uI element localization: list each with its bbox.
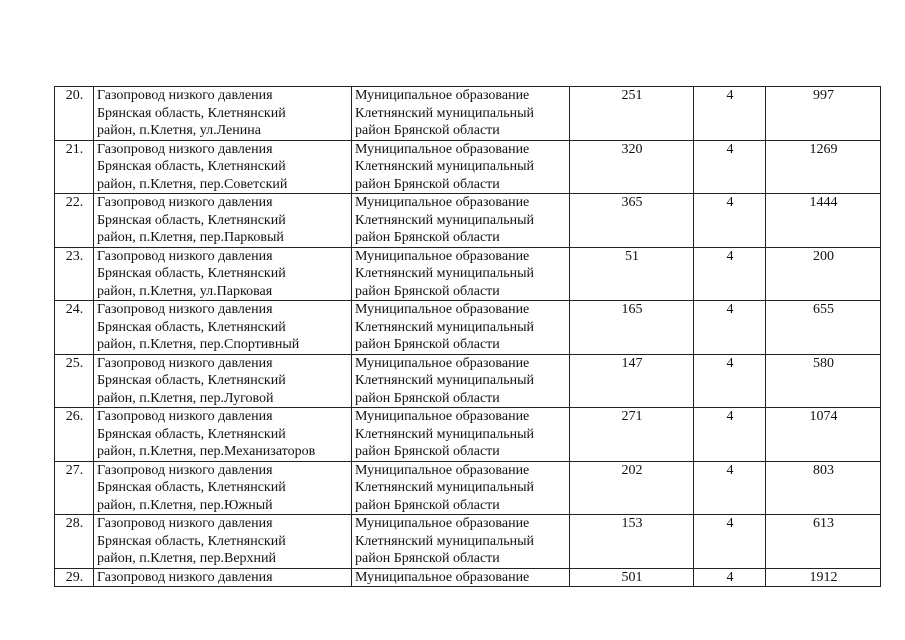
table-row bbox=[55, 247, 881, 301]
owner-line: Клетнянский муниципальный bbox=[355, 533, 534, 549]
row-number-cell: 28. bbox=[55, 515, 94, 569]
diameter-cell: 4 bbox=[694, 354, 766, 408]
owner-line: Муниципальное образование bbox=[355, 88, 530, 103]
owner-line: район Брянской области bbox=[355, 283, 500, 299]
object-name-line: район, п.Клетня, пер.Парковый bbox=[97, 230, 284, 245]
owner-cell bbox=[352, 194, 570, 248]
row-number-cell: 23. bbox=[55, 247, 94, 301]
owner-cell bbox=[352, 354, 570, 408]
length-cell: 501 bbox=[570, 568, 694, 587]
owner-line: Клетнянский муниципальный bbox=[355, 159, 534, 174]
value-cell: 803 bbox=[766, 461, 881, 515]
object-name-line: район, п.Клетня, ул.Ленина bbox=[97, 123, 261, 138]
owner-line: район Брянской области bbox=[355, 337, 500, 352]
length-cell: 165 bbox=[570, 301, 694, 355]
object-name-line: Газопровод низкого давления bbox=[97, 88, 273, 103]
owner-cell bbox=[352, 87, 570, 141]
diameter-cell: 4 bbox=[694, 247, 766, 301]
object-name-cell bbox=[94, 140, 352, 194]
length-cell: 147 bbox=[570, 354, 694, 408]
object-name-line: Газопровод низкого давления bbox=[97, 195, 273, 210]
length-cell: 51 bbox=[570, 247, 694, 301]
object-name-line: Газопровод низкого давления bbox=[97, 462, 273, 478]
value-cell: 1269 bbox=[766, 140, 881, 194]
owner-line: район Брянской области bbox=[355, 551, 500, 566]
object-name-line: Брянская область, Клетнянский bbox=[97, 373, 286, 388]
row-number-cell: 22. bbox=[55, 194, 94, 248]
row-number-cell: 27. bbox=[55, 461, 94, 515]
owner-cell bbox=[352, 247, 570, 301]
owner-line: Клетнянский муниципальный bbox=[355, 266, 534, 281]
owner-line: район Брянской области bbox=[355, 444, 500, 459]
object-name-line: Брянская область, Клетнянский bbox=[97, 266, 286, 281]
owner-line: район Брянской области bbox=[355, 230, 500, 245]
table-row bbox=[55, 194, 881, 248]
value-cell: 200 bbox=[766, 247, 881, 301]
owner-line: район Брянской области bbox=[355, 123, 500, 138]
table-row bbox=[55, 515, 881, 569]
object-name-line: Брянская область, Клетнянский bbox=[97, 480, 286, 495]
value-cell: 655 bbox=[766, 301, 881, 355]
row-number-cell: 26. bbox=[55, 408, 94, 462]
owner-line: Муниципальное образование bbox=[355, 141, 530, 157]
length-cell: 320 bbox=[570, 140, 694, 194]
owner-cell bbox=[352, 301, 570, 355]
row-number-cell: 20. bbox=[55, 87, 94, 141]
object-name-line: район, п.Клетня, ул.Парковая bbox=[97, 283, 273, 299]
object-name-line: район, п.Клетня, пер.Механизаторов bbox=[97, 444, 316, 459]
registry-table-body bbox=[55, 87, 881, 587]
object-name-line: Газопровод низкого давления bbox=[97, 302, 273, 317]
owner-line: Муниципальное образование bbox=[355, 569, 530, 585]
owner-line: Клетнянский муниципальный bbox=[355, 212, 534, 228]
length-cell: 202 bbox=[570, 461, 694, 515]
owner-line: Муниципальное образование bbox=[355, 355, 530, 371]
object-name-line: район, п.Клетня, пер.Спортивный bbox=[97, 337, 300, 352]
object-name-line: Газопровод низкого давления bbox=[97, 248, 273, 264]
object-name-line: район, п.Клетня, пер.Южный bbox=[97, 497, 273, 513]
length-cell: 251 bbox=[570, 87, 694, 141]
row-number-cell: 21. bbox=[55, 140, 94, 194]
owner-line: район Брянской области bbox=[355, 176, 500, 192]
diameter-cell: 4 bbox=[694, 194, 766, 248]
owner-line: Муниципальное образование bbox=[355, 195, 530, 210]
object-name-line: Брянская область, Клетнянский bbox=[97, 212, 286, 228]
object-name-line: район, п.Клетня, пер.Верхний bbox=[97, 551, 277, 566]
object-name-line: Брянская область, Клетнянский bbox=[97, 319, 286, 335]
diameter-cell: 4 bbox=[694, 408, 766, 462]
row-number-cell: 25. bbox=[55, 354, 94, 408]
value-cell: 1074 bbox=[766, 408, 881, 462]
value-cell: 997 bbox=[766, 87, 881, 141]
value-cell: 580 bbox=[766, 354, 881, 408]
gas-pipeline-registry-table bbox=[54, 86, 881, 587]
owner-line: Клетнянский муниципальный bbox=[355, 373, 534, 388]
object-name-cell bbox=[94, 354, 352, 408]
object-name-line: Газопровод низкого давления bbox=[97, 355, 273, 371]
object-name-line: район, п.Клетня, пер.Советский bbox=[97, 176, 288, 192]
owner-cell bbox=[352, 461, 570, 515]
diameter-cell: 4 bbox=[694, 568, 766, 587]
owner-line: Клетнянский муниципальный bbox=[355, 480, 534, 495]
owner-cell bbox=[352, 140, 570, 194]
object-name-cell bbox=[94, 87, 352, 141]
owner-line: Муниципальное образование bbox=[355, 302, 530, 317]
object-name-cell bbox=[94, 408, 352, 462]
object-name-line: район, п.Клетня, пер.Луговой bbox=[97, 390, 274, 406]
length-cell: 153 bbox=[570, 515, 694, 569]
object-name-cell bbox=[94, 568, 352, 587]
object-name-line: Газопровод низкого давления bbox=[97, 141, 273, 157]
object-name-cell bbox=[94, 515, 352, 569]
owner-line: Муниципальное образование bbox=[355, 516, 530, 531]
owner-line: район Брянской области bbox=[355, 497, 500, 513]
object-name-line: Газопровод низкого давления bbox=[97, 409, 273, 424]
table-row bbox=[55, 354, 881, 408]
owner-cell bbox=[352, 515, 570, 569]
table-row bbox=[55, 87, 881, 141]
owner-cell bbox=[352, 408, 570, 462]
table-row bbox=[55, 140, 881, 194]
owner-line: Муниципальное образование bbox=[355, 409, 530, 424]
object-name-line: Брянская область, Клетнянский bbox=[97, 159, 286, 174]
table-row bbox=[55, 568, 881, 587]
diameter-cell: 4 bbox=[694, 515, 766, 569]
owner-line: Клетнянский муниципальный bbox=[355, 105, 534, 121]
object-name-line: Брянская область, Клетнянский bbox=[97, 533, 286, 549]
length-cell: 365 bbox=[570, 194, 694, 248]
diameter-cell: 4 bbox=[694, 301, 766, 355]
table-row bbox=[55, 301, 881, 355]
value-cell: 1444 bbox=[766, 194, 881, 248]
diameter-cell: 4 bbox=[694, 87, 766, 141]
table-row bbox=[55, 461, 881, 515]
diameter-cell: 4 bbox=[694, 140, 766, 194]
object-name-line: Газопровод низкого давления bbox=[97, 516, 273, 531]
object-name-line: Газопровод низкого давления bbox=[97, 569, 273, 585]
object-name-cell bbox=[94, 194, 352, 248]
row-number-cell: 29. bbox=[55, 568, 94, 587]
object-name-cell bbox=[94, 301, 352, 355]
length-cell: 271 bbox=[570, 408, 694, 462]
owner-cell bbox=[352, 568, 570, 587]
owner-line: Муниципальное образование bbox=[355, 248, 530, 264]
value-cell: 613 bbox=[766, 515, 881, 569]
owner-line: Клетнянский муниципальный bbox=[355, 426, 534, 442]
object-name-line: Брянская область, Клетнянский bbox=[97, 105, 286, 121]
table-row bbox=[55, 408, 881, 462]
value-cell: 1912 bbox=[766, 568, 881, 587]
diameter-cell: 4 bbox=[694, 461, 766, 515]
object-name-cell bbox=[94, 247, 352, 301]
row-number-cell: 24. bbox=[55, 301, 94, 355]
object-name-line: Брянская область, Клетнянский bbox=[97, 426, 286, 442]
owner-line: Муниципальное образование bbox=[355, 462, 530, 478]
owner-line: район Брянской области bbox=[355, 390, 500, 406]
owner-line: Клетнянский муниципальный bbox=[355, 319, 534, 335]
object-name-cell bbox=[94, 461, 352, 515]
